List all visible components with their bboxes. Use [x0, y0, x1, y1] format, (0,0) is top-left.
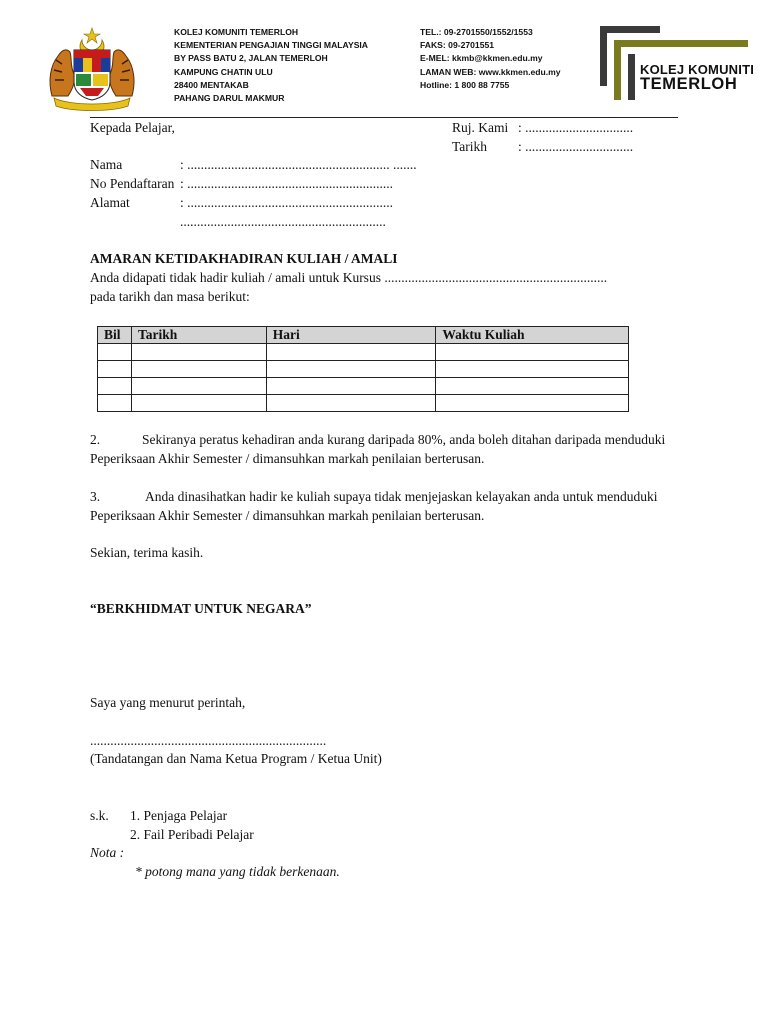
table-cell — [131, 395, 266, 412]
contact-line: TEL.: 09-2701550/1552/1553 — [420, 27, 533, 37]
institution-address — [174, 26, 368, 105]
table-row — [98, 344, 629, 361]
salutation: Kepada Pelajar, — [90, 120, 175, 135]
sk-label: s.k. — [90, 808, 109, 823]
logo-line-1: KOLEJ KOMUNITI — [640, 62, 755, 77]
table-header-tarikh: Tarikh — [131, 327, 266, 344]
table-row — [98, 361, 629, 378]
order-text: Saya yang menurut perintah, — [90, 695, 246, 710]
paragraph-3-line-1: Anda dinasihatkan hadir ke kuliah supaya tidak menjejaskan kelayakan anda untuk menduduki — [145, 489, 658, 504]
contact-line: E-MEL: kkmb@kkmen.edu.my — [420, 53, 543, 64]
nota-text: * potong mana yang tidak berkenaan. — [135, 864, 340, 879]
address-field-2: ............................................................. — [180, 214, 386, 229]
table-cell — [266, 378, 436, 395]
table-cell — [436, 395, 629, 412]
table-cell — [98, 344, 132, 361]
table-cell — [436, 378, 629, 395]
motto: “BERKHIDMAT UNTUK NEGARA” — [90, 601, 312, 616]
table-row — [98, 395, 629, 412]
table-cell — [266, 344, 436, 361]
address-label: Alamat — [90, 195, 130, 210]
nota-label: Nota : — [90, 845, 125, 860]
contact-line: Hotline: 1 800 88 7755 — [420, 79, 510, 90]
sk-item-1: 1. Penjaga Pelajar — [130, 808, 228, 823]
intro-line-2: pada tarikh dan masa berikut: — [90, 289, 250, 304]
registration-field: : ............................................................. — [180, 176, 394, 191]
signature-line: ...................................................................... — [90, 733, 327, 748]
intro-line-1: Anda didapati tidak hadir kuliah / amali untuk Kursus .................................................................. — [90, 270, 608, 285]
table-cell — [98, 395, 132, 412]
table-row — [98, 378, 629, 395]
date-field: : ................................ — [518, 139, 634, 154]
contact-line: LAMAN WEB: www.kkmen.edu.my — [420, 66, 561, 77]
address-line: PAHANG DARUL MAKMUR — [174, 93, 285, 104]
logo-line-2: TEMERLOH — [640, 75, 738, 93]
address-line: 28400 MENTAKAB — [174, 79, 249, 90]
paragraph-2-line-2: Peperiksaan Akhir Semester / dimansuhkan markah penilaian berterusan. — [90, 451, 485, 466]
name-field: : ............................................................ ....... — [180, 157, 417, 172]
table-header-row — [98, 327, 629, 344]
signature-caption: (Tandatangan dan Nama Ketua Program / Ketua Unit) — [90, 751, 382, 766]
table-header-waktu: Waktu Kuliah — [436, 327, 629, 344]
logo-wordmark — [640, 63, 754, 91]
paragraph-2-line-1: Sekiranya peratus kehadiran anda kurang daripada 80%, anda boleh ditahan daripada menduduki — [142, 432, 666, 447]
paragraph-2-number: 2. — [90, 432, 101, 447]
address-field-1: : ............................................................. — [180, 195, 394, 210]
reference-field: : ................................ — [518, 120, 634, 135]
header-divider — [90, 117, 678, 118]
closing-text: Sekian, terima kasih. — [90, 545, 204, 560]
table-cell — [98, 378, 132, 395]
address-line: KEMENTERIAN PENGAJIAN TINGGI MALAYSIA — [174, 40, 369, 51]
paragraph-3-line-2: Peperiksaan Akhir Semester / dimansuhkan markah penilaian berterusan. — [90, 508, 485, 523]
table-cell — [436, 344, 629, 361]
table-cell — [266, 395, 436, 412]
reference-label: Ruj. Kami — [452, 120, 509, 135]
address-line: KAMPUNG CHATIN ULU — [174, 66, 273, 77]
contact-line: FAKS: 09-2701551 — [420, 40, 495, 51]
table-header-bil: Bil — [98, 327, 132, 344]
table-cell — [266, 361, 436, 378]
table-cell — [131, 378, 266, 395]
table-cell — [98, 361, 132, 378]
malaysia-coat-of-arms-icon — [46, 26, 138, 112]
paragraph-3-number: 3. — [90, 489, 101, 504]
letter-title: AMARAN KETIDAKHADIRAN KULIAH / AMALI — [90, 251, 398, 266]
registration-label: No Pendaftaran — [90, 176, 175, 191]
address-line: KOLEJ KOMUNITI TEMERLOH — [174, 27, 299, 37]
table-cell — [131, 361, 266, 378]
absence-table — [97, 326, 629, 412]
table-cell — [436, 361, 629, 378]
table-header-hari: Hari — [266, 327, 436, 344]
sk-item-2: 2. Fail Peribadi Pelajar — [130, 827, 254, 842]
institution-contact — [420, 26, 561, 92]
address-line: BY PASS BATU 2, JALAN TEMERLOH — [174, 53, 328, 64]
date-label: Tarikh — [452, 139, 488, 154]
table-cell — [131, 344, 266, 361]
name-label: Nama — [90, 157, 123, 172]
